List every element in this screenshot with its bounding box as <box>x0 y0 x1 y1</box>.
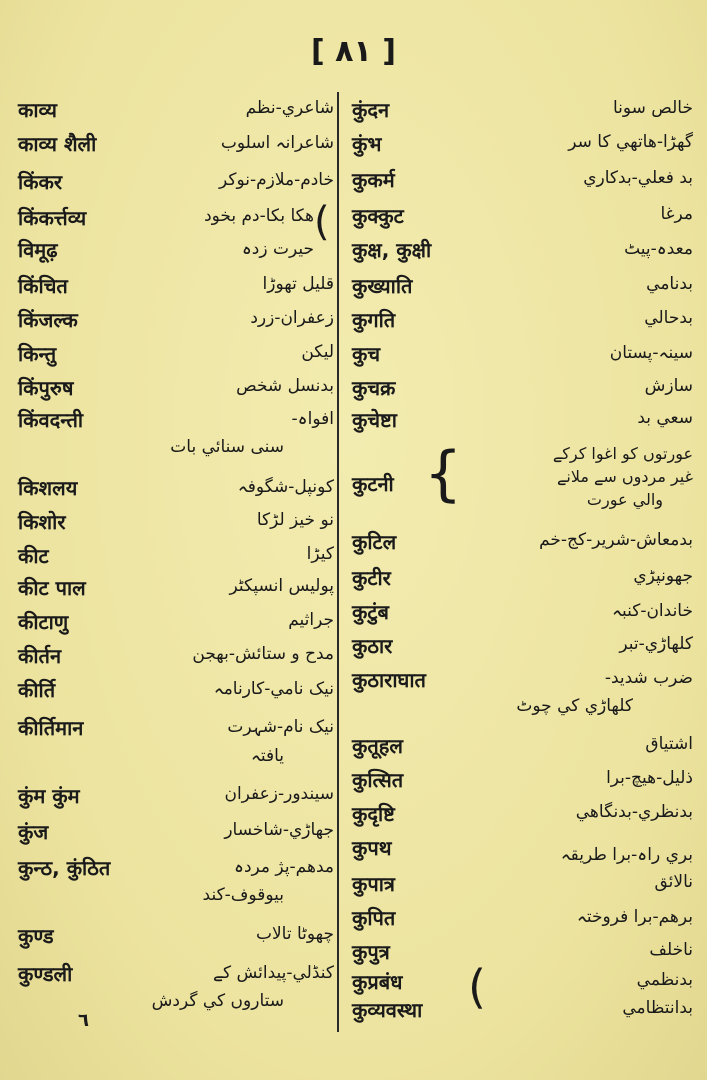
definition: جھاڑي-شاخسار <box>224 820 334 840</box>
headword: किंजल्क <box>18 308 78 332</box>
headword: कुख्याति <box>352 274 413 298</box>
headword: कुचक्र <box>352 376 396 400</box>
definition: سیندور-زعفران <box>224 784 334 804</box>
brace: ( <box>468 960 486 1014</box>
definition: سازش <box>644 376 693 396</box>
headword: कुपित <box>352 906 396 930</box>
definition: جھونپڑي <box>633 566 693 586</box>
definition: کنڈلي-پیدائش کے ستاروں کي گردش <box>151 963 334 1011</box>
headword: कुठाराघात <box>352 668 426 692</box>
definition: نیک نام-شہرت یافتہ <box>227 717 334 766</box>
definition: ناخلف <box>649 940 693 960</box>
definition: لیکن <box>301 342 334 362</box>
definition: بدنظمي <box>636 970 693 990</box>
headword: कुचेष्टा <box>352 408 397 432</box>
headword: कुटुंब <box>352 600 389 624</box>
definition: کیڑا <box>306 544 334 564</box>
definition: کونپل-شگوفہ <box>237 477 334 497</box>
definition: بري راہ-برا طریقہ <box>560 845 693 865</box>
definition: بدمعاش-شریر-کج-خم <box>539 530 693 550</box>
definition: بدنظري-بدنگاھي <box>575 802 693 822</box>
headword: कुकर्म <box>352 168 395 192</box>
page-number: [ ۸۱ ] <box>311 34 396 69</box>
definition: برھم-برا فروختہ <box>576 907 693 927</box>
headword: किशोर <box>18 510 66 534</box>
headword: कुंज <box>18 820 49 844</box>
definition: خادم-ملازم-نوکر <box>218 170 334 190</box>
headword: कुटीर <box>352 566 391 590</box>
definition: گھڑا-ھاتھي کا سر <box>568 132 693 152</box>
headword: कुन्ठ, कुंठित <box>18 856 111 880</box>
definition: بدانتظامي <box>622 998 693 1018</box>
headword: कुण्ड <box>18 924 54 948</box>
column-divider <box>337 92 339 1032</box>
definition: قلیل تھوڑا <box>262 274 334 294</box>
headword: कुठार <box>352 634 393 658</box>
definition: مدح و ستائش-بھجن <box>192 644 334 664</box>
headword: किंकर <box>18 170 63 194</box>
brace: ( <box>314 199 330 245</box>
definition: حیرت زدہ <box>241 239 314 259</box>
definition: زعفران-زرد <box>250 308 334 328</box>
headword: काव्य शैली <box>18 132 97 156</box>
definition: نالائق <box>654 872 693 892</box>
definition: بدحالي <box>644 308 693 328</box>
headword: कीर्तिमान <box>18 716 84 740</box>
headword: कुपथ <box>352 836 392 860</box>
headword: कुक्कुट <box>352 204 404 228</box>
headword: कुत्सित <box>352 768 404 792</box>
headword: कुप्रबंध <box>352 970 403 994</box>
headword: कीर्तन <box>18 644 62 668</box>
definition: مدھم-پژ مردہ بیوقوف-کند <box>202 857 334 905</box>
definition: نو خیز لڑکا <box>256 510 334 530</box>
definition: ھکا بکا-دم بخود <box>204 206 314 226</box>
headword: कुपुत्र <box>352 940 390 964</box>
headword: कुण्डली <box>18 962 73 986</box>
definition: خالص سونا <box>612 98 693 118</box>
headword: कुव्यवस्था <box>352 998 423 1022</box>
definition: بد فعلي-بدکاري <box>583 168 693 188</box>
headword: कीट <box>18 544 49 568</box>
definition: خاندان-کنبہ <box>612 601 693 621</box>
headword: काव्य <box>18 98 57 122</box>
headword: कीट पाल <box>18 576 86 600</box>
headword: कुंदन <box>352 98 390 122</box>
headword: कुदृष्टि <box>352 802 395 826</box>
headword: कुटनी <box>352 472 394 496</box>
headword: विमूढ़ <box>18 238 58 262</box>
brace: { <box>424 439 463 509</box>
headword: कीटाणु <box>18 610 69 634</box>
definition: عورتوں کو اغوا کرکے غیر مردوں سے ملانے والي عورت <box>552 444 693 509</box>
definition: سینہ-پستان <box>609 343 693 363</box>
definition: سعي بد <box>637 408 693 428</box>
definition: اشتیاق <box>645 734 693 754</box>
headword: किन्तु <box>18 342 57 366</box>
headword: कुक्ष, कुक्षी <box>352 238 432 262</box>
definition: پولیس انسپکٹر <box>229 576 334 596</box>
definition: چھوٹا تالاب <box>255 924 334 944</box>
headword: किंकर्त्तव्य <box>18 206 87 230</box>
headword: किशलय <box>18 476 78 500</box>
definition: شاعرانہ اسلوب <box>220 133 334 153</box>
headword: कुंम कुंम <box>18 784 80 808</box>
headword: कुंभ <box>352 132 382 156</box>
definition: افواہ- سنی سنائي بات <box>170 409 334 457</box>
definition: مرغا <box>660 204 693 224</box>
definition: شاعري-نظم <box>245 98 334 118</box>
headword: कुतूहल <box>352 734 403 758</box>
footer-number: ٦ <box>78 1010 89 1031</box>
definition: بدنسل شخص <box>236 376 334 396</box>
headword: कीर्ति <box>18 678 56 702</box>
headword: कुच <box>352 342 381 366</box>
headword: कुगति <box>352 308 396 332</box>
headword: किंवदन्ती <box>18 408 84 432</box>
headword: कुपात्र <box>352 872 395 896</box>
definition: معدہ-پیٹ <box>624 239 693 259</box>
definition: نیک نامي-کارنامہ <box>213 679 334 699</box>
definition: ذلیل-ھیچ-برا <box>606 768 693 788</box>
headword: कुटिल <box>352 530 397 554</box>
definition: کلھاڑي-تبر <box>619 634 693 654</box>
headword: किंपुरुष <box>18 376 74 400</box>
definition: ضرب شدید- کلھاڑي کي چوٹ <box>516 668 693 716</box>
definition: بدنامي <box>646 274 693 294</box>
definition: جراثیم <box>288 610 334 630</box>
headword: किंचित <box>18 274 68 298</box>
